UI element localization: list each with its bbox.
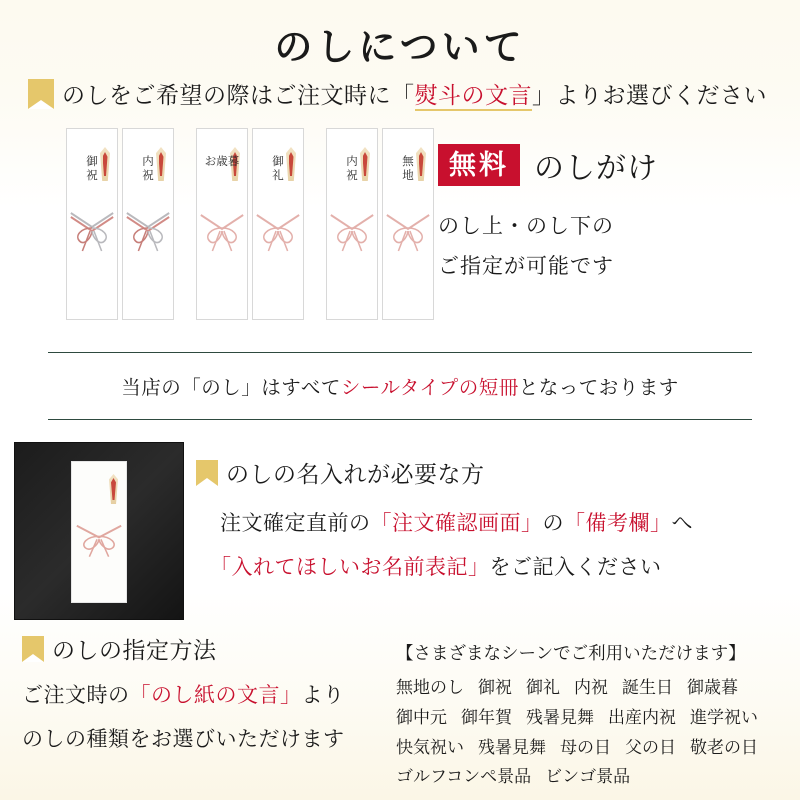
scene-item: 御年賀 xyxy=(461,707,512,727)
scene-item: 快気祝い xyxy=(396,737,464,757)
scene-item: 無地のし xyxy=(396,678,464,697)
headline-quote-open: 「 xyxy=(391,83,415,108)
scene-item: 御祝 xyxy=(478,678,512,697)
noshi-sample-label xyxy=(383,155,433,184)
noshi-sample-label xyxy=(253,155,303,184)
flag-marker-icon xyxy=(196,460,218,486)
noshi-label-line: 祝 xyxy=(86,170,98,183)
howto-line1-a: ご注文時の xyxy=(22,683,130,707)
flag-marker-icon xyxy=(28,79,54,109)
scene-item: 出産内祝 xyxy=(608,707,676,727)
noshi-label-line: 祝 xyxy=(346,170,358,183)
noshi-pair-3 xyxy=(326,128,438,320)
noshi-sample xyxy=(252,128,304,320)
noshi-howto-block xyxy=(0,632,392,800)
name-line1-a: 注文確定直前の xyxy=(220,511,371,535)
band-suffix: となっております xyxy=(518,378,679,399)
free-sub-text xyxy=(438,207,778,287)
scenes-row xyxy=(396,703,800,733)
name-line1-c: の xyxy=(542,511,564,535)
howto-line2: のしの種類をお選びいただけます xyxy=(22,727,345,751)
name-line1-e: へ xyxy=(671,511,693,535)
howto-line1-c: より xyxy=(301,683,345,707)
name-entry-heading-row xyxy=(196,456,780,489)
noshi-ornament-icon xyxy=(109,474,118,504)
mizuhiki-bow-icon xyxy=(253,207,303,253)
scene-item: 進学祝い xyxy=(690,707,758,727)
page-title: のしについて xyxy=(274,27,526,69)
scene-item: ゴルフコンペ景品 xyxy=(396,767,532,787)
scenes-title: 【さまざまなシーンでご利用いただけます】 xyxy=(396,643,746,663)
name-line2-highlight: 「入れてほしいお名前表記」 xyxy=(210,555,490,579)
noshi-sample xyxy=(326,128,378,320)
name-entry-heading: のしの名入れが必要な方 xyxy=(226,462,485,487)
scenes-list xyxy=(396,673,800,792)
noshi-sample xyxy=(196,128,248,320)
mizuhiki-bow-icon xyxy=(123,207,173,253)
noshi-sample-group xyxy=(66,128,456,320)
noshi-label-line: 御 xyxy=(86,156,98,168)
noshi-label-line: 御 xyxy=(272,156,284,168)
headline-prefix: のしをご希望の際はご注文時に xyxy=(62,83,391,108)
noshi-label-line: 祝 xyxy=(142,170,154,183)
noshi-sample-label xyxy=(123,155,173,184)
noshi-sample-label xyxy=(327,155,377,184)
howto-heading: のしの指定方法 xyxy=(52,638,217,663)
scenes-row xyxy=(396,673,800,703)
seal-type-band xyxy=(48,352,752,420)
noshigake-label: のしがけ xyxy=(534,152,658,185)
mizuhiki-bow-icon xyxy=(72,520,126,560)
noshi-sample-label xyxy=(197,155,247,169)
scene-item: 父の日 xyxy=(625,737,676,757)
free-sub-line1: のし上・のし下の xyxy=(438,214,614,238)
scene-item: 母の日 xyxy=(560,737,611,757)
noshi-pair-1 xyxy=(66,128,178,320)
headline-highlight: 熨斗の文言 xyxy=(415,83,533,111)
noshi-photo xyxy=(14,442,184,620)
band-highlight: シールタイプの短冊 xyxy=(340,378,519,399)
scene-item: ビンゴ景品 xyxy=(545,767,631,787)
mizuhiki-bow-icon xyxy=(327,207,377,253)
noshi-sample xyxy=(66,128,118,320)
scene-item: 残暑見舞 xyxy=(526,707,594,727)
noshi-tanzaku-card xyxy=(71,461,127,603)
mizuhiki-bow-icon xyxy=(67,207,117,253)
headline-suffix: よりお選びください xyxy=(555,83,767,108)
bottom-section xyxy=(0,632,800,800)
scenes-block xyxy=(392,632,800,800)
free-noshigake-block xyxy=(438,143,778,287)
scenes-row xyxy=(396,762,800,792)
mizuhiki-bow-icon xyxy=(383,207,433,253)
scene-item: 内祝 xyxy=(574,678,608,697)
noshi-label-line: 内 xyxy=(142,156,154,168)
name-entry-body xyxy=(196,456,780,581)
scene-item: 残暑見舞 xyxy=(478,737,546,757)
noshi-pair-2 xyxy=(196,128,308,320)
howto-heading-row xyxy=(22,632,392,665)
free-row xyxy=(438,143,778,187)
free-badge: 無料 xyxy=(438,144,520,186)
name-entry-line2 xyxy=(196,551,780,581)
noshi-sample xyxy=(382,128,434,320)
name-line1-highlight1: 「注文確認画面」 xyxy=(370,511,543,535)
noshi-label-line: お歳暮 xyxy=(204,156,240,168)
headline-quote-close: 」 xyxy=(532,83,556,108)
scene-item: 御歳暮 xyxy=(687,678,738,697)
name-line1-highlight2: 「備考欄」 xyxy=(564,511,672,535)
flag-marker-icon xyxy=(22,636,44,662)
scenes-row xyxy=(396,733,800,763)
howto-line1 xyxy=(22,679,392,709)
headline-row xyxy=(0,71,800,110)
band-text xyxy=(121,372,679,400)
scene-item: 御中元 xyxy=(396,707,447,727)
scene-item: 誕生日 xyxy=(622,678,673,697)
name-entry-line1 xyxy=(196,507,780,537)
noshi-sample xyxy=(122,128,174,320)
scene-item: 御礼 xyxy=(526,678,560,697)
noshi-label-line: 地 xyxy=(402,170,414,183)
name-line2-b: をご記入ください xyxy=(489,555,662,579)
band-prefix: 当店の「のし」はすべて xyxy=(121,378,341,399)
noshi-sample-label xyxy=(67,155,117,184)
free-sub-line2: ご指定が可能です xyxy=(438,253,614,278)
scene-item: 敬老の日 xyxy=(690,737,758,757)
noshi-label-line: 内 xyxy=(346,156,358,168)
noshi-label-line: 無 xyxy=(402,156,414,168)
noshi-label-line: 礼 xyxy=(272,170,284,183)
name-entry-section xyxy=(0,434,800,630)
mizuhiki-bow-icon xyxy=(197,207,247,253)
headline-text xyxy=(62,77,767,110)
howto-line1-highlight: 「のし紙の文言」 xyxy=(129,683,302,707)
